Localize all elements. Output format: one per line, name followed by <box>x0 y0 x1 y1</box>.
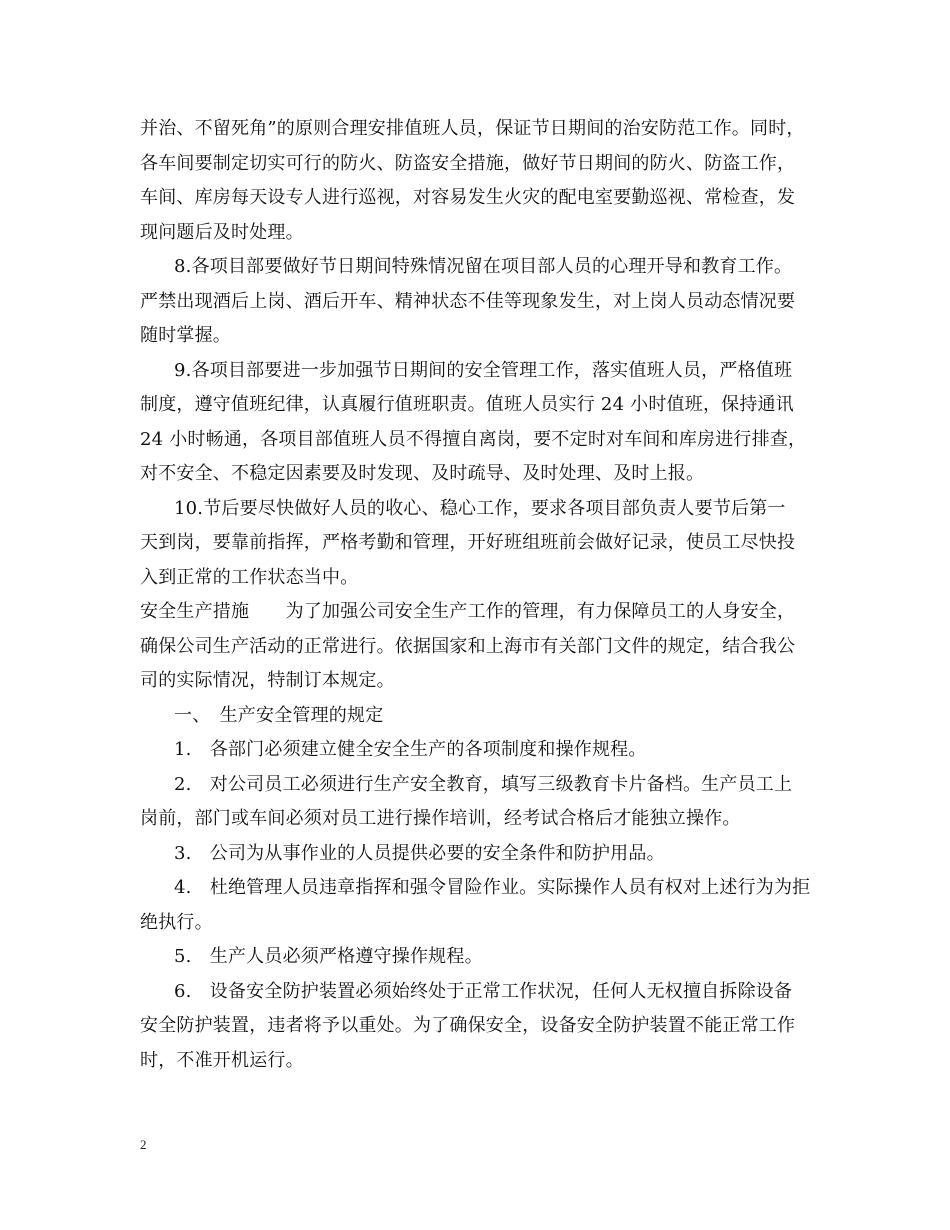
text-line: 车间、库房每天设专人进行巡视，对容易发生火灾的配电室要勤巡视、常检查，发 <box>140 187 796 208</box>
text-line: 一、 生产安全管理的规定 <box>174 704 384 726</box>
text-line: 岗前，部门或车间必须对员工进行操作培训，经考试合格后才能独立操作。 <box>140 808 741 829</box>
text-line: 制度，遵守值班纪律，认真履行值班职责。值班人员实行 24 小时值班，保持通讯 <box>140 394 794 415</box>
text-line: 司的实际情况，特制订本规定。 <box>140 670 395 691</box>
text-line: 确保公司生产活动的正常进行。依据国家和上海市有关部门文件的规定，结合我公 <box>140 635 796 657</box>
text-line: 8.各项目部要做好节日期间特殊情况留在项目部人员的心理开导和教育工作。 <box>174 256 793 277</box>
text-line: 对不安全、不稳定因素要及时发现、及时疏导、及时处理、及时上报。 <box>140 463 705 484</box>
text-line: 10.节后要尽快做好人员的收心、稳心工作，要求各项目部负责人要节后第一 <box>174 497 786 519</box>
text-line: 安全生产措施 为了加强公司安全生产工作的管理，有力保障员工的人身安全， <box>140 601 796 622</box>
text-line: 入到正常的工作状态当中。 <box>140 566 359 588</box>
text-line: 并治、不留死角”的原则合理安排值班人员，保证节日期间的治安防范工作。同时， <box>140 118 805 139</box>
text-line: 天到岗，要靠前指挥，严格考勤和管理，开好班组班前会做好记录，使员工尽快投 <box>140 532 796 553</box>
text-line: 各车间要制定切实可行的防火、防盗安全措施，做好节日期间的防火、防盗工作， <box>140 152 796 174</box>
text-line: 1. 各部门必须建立健全安全生产的各项制度和操作规程。 <box>174 739 647 760</box>
text-line: 绝执行。 <box>140 911 213 933</box>
text-line: 3. 公司为从事作业的人员提供必要的安全条件和防护用品。 <box>174 842 665 864</box>
text-line: 5. 生产人员必须严格遵守操作规程。 <box>174 946 483 967</box>
page-number: 2 <box>140 1137 147 1152</box>
text-line: 4. 杜绝管理人员违章指挥和强令冒险作业。实际操作人员有权对上述行为为拒 <box>174 877 811 898</box>
text-line: 2. 对公司员工必须进行生产安全教育，填写三级教育卡片备档。生产员工上 <box>174 773 793 795</box>
document-body <box>140 112 830 1078</box>
text-line: 安全防护装置，违者将予以重处。为了确保安全，设备安全防护装置不能正常工作 <box>140 1015 796 1036</box>
text-line: 随时掌握。 <box>140 325 231 346</box>
text-line: 严禁出现酒后上岗、酒后开车、精神状态不佳等现象发生，对上岗人员动态情况要 <box>140 290 796 312</box>
text-line: 6. 设备安全防护装置必须始终处于正常工作状况，任何人无权擅自拆除设备 <box>174 980 793 1002</box>
text-line: 现问题后及时处理。 <box>140 221 304 243</box>
text-line: 24 小时畅通，各项目部值班人员不得擅自离岗，要不定时对车间和库房进行排查， <box>140 428 807 450</box>
text-line: 9.各项目部要进一步加强节日期间的安全管理工作，落实值班人员，严格值班 <box>174 359 793 381</box>
text-line: 时，不准开机运行。 <box>140 1049 304 1071</box>
